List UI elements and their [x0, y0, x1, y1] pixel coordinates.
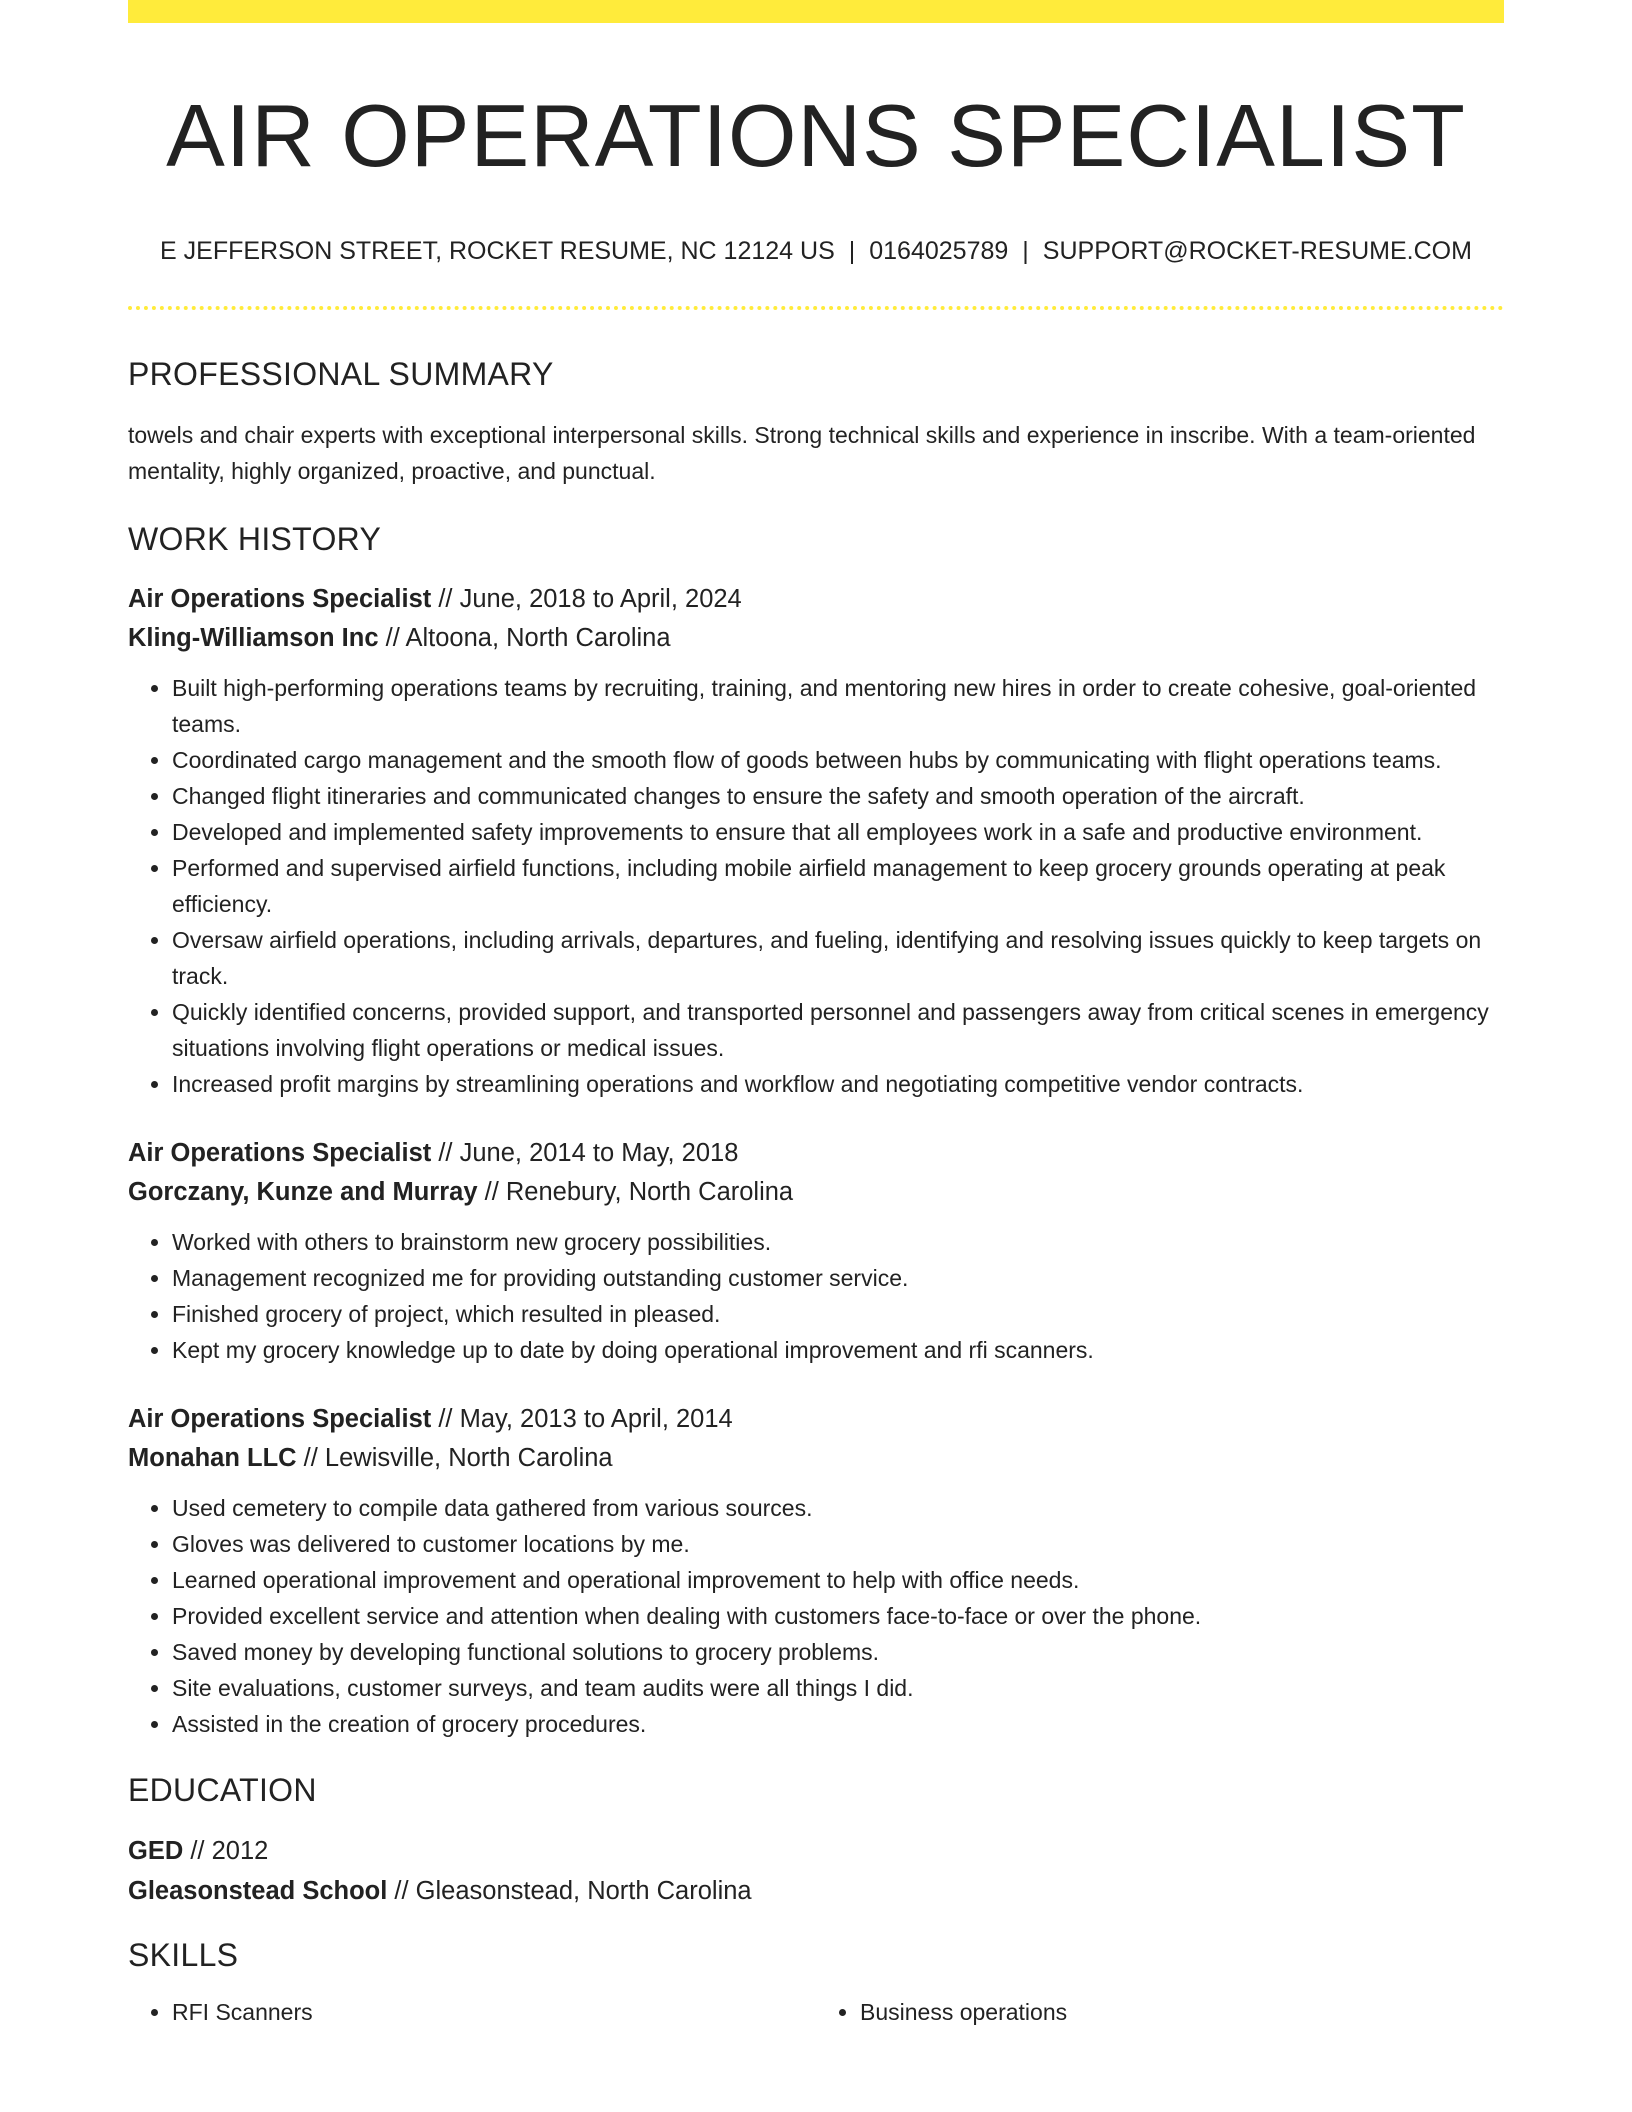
job-bullet: • Learned operational improvement and operational improvement to help with office needs. [172, 1562, 1504, 1598]
job-dates: // June, 2018 to April, 2024 [431, 584, 742, 613]
contact-phone: 0164025789 [869, 236, 1009, 265]
education-school: Gleasonstead School [128, 1876, 388, 1905]
contact-separator: | [1022, 236, 1029, 265]
job-title-line [128, 1400, 1504, 1439]
job-bullet: • Coordinated cargo management and the smooth flow of goods between hubs by communicating with flight operations teams. [172, 742, 1504, 778]
job-company-line [128, 619, 1504, 658]
skills-heading: SKILLS [128, 1936, 239, 1973]
job-bullet: • Quickly identified concerns, provided support, and transported personnel and passengers away from critical scenes in emergency situations involving flight operations or medical issues. [172, 994, 1504, 1066]
dotted-divider [128, 306, 1504, 310]
job-bullet: • Assisted in the creation of grocery procedures. [172, 1706, 1504, 1742]
contact-email[interactable]: SUPPORT@ROCKET-RESUME.COM [1042, 236, 1472, 265]
education-degree: GED [128, 1836, 184, 1865]
job-company: Kling-Williamson Inc [128, 623, 379, 652]
job-title-line [128, 580, 1504, 619]
job-bullet: • Management recognized me for providing outstanding customer service. [172, 1260, 1504, 1296]
education-year: // 2012 [183, 1836, 269, 1865]
education-entry [128, 1831, 1504, 1911]
job-bullet: • Kept my grocery knowledge up to date by doing operational improvement and rfi scanners. [172, 1332, 1504, 1368]
job-entry [128, 1400, 1504, 1742]
job-entry [128, 580, 1504, 1102]
education-location: // Gleasonstead, North Carolina [387, 1876, 752, 1905]
job-dates: // June, 2014 to May, 2018 [431, 1138, 739, 1167]
contact-line [128, 237, 1504, 266]
work-history-heading: WORK HISTORY [128, 520, 382, 557]
job-bullets [128, 670, 1504, 1102]
job-bullets [128, 1224, 1504, 1368]
job-bullet: • Developed and implemented safety improvements to ensure that all employees work in a safe and productive environment. [172, 814, 1504, 850]
job-bullets [128, 1490, 1504, 1742]
job-location: // Altoona, North Carolina [378, 623, 671, 652]
job-bullet: • Used cemetery to compile data gathered from various sources. [172, 1490, 1504, 1526]
job-bullet: • Performed and supervised airfield functions, including mobile airfield management to keep grocery grounds operating at peak efficiency. [172, 850, 1504, 922]
job-bullet: • Built high-performing operations teams by recruiting, training, and mentoring new hires in order to create cohesive, goal-oriented teams. [172, 670, 1504, 742]
skill-item: • Business operations [860, 1994, 1504, 2030]
education-school-line [128, 1871, 1504, 1911]
job-company: Monahan LLC [128, 1443, 297, 1472]
job-dates: // May, 2013 to April, 2014 [431, 1404, 733, 1433]
job-bullet: • Finished grocery of project, which resulted in pleased. [172, 1296, 1504, 1332]
job-bullet: • Gloves was delivered to customer locations by me. [172, 1526, 1504, 1562]
contact-address: E JEFFERSON STREET, ROCKET RESUME, NC 12124 US [160, 236, 835, 265]
job-title: Air Operations Specialist [128, 1138, 432, 1167]
contact-separator: | [848, 236, 856, 265]
resume-document [128, 0, 1504, 2030]
job-entry [128, 1134, 1504, 1368]
job-company-line [128, 1439, 1504, 1478]
job-title: Air Operations Specialist [128, 584, 432, 613]
job-bullet: • Worked with others to brainstorm new grocery possibilities. [172, 1224, 1504, 1260]
job-title-line [128, 1134, 1504, 1173]
education-heading: EDUCATION [128, 1771, 317, 1808]
job-location: // Lewisville, North Carolina [296, 1443, 613, 1472]
resume-title: AIR OPERATIONS SPECIALIST [166, 86, 1466, 185]
accent-top-bar [128, 0, 1504, 23]
job-bullet: • Provided excellent service and attention when dealing with customers face-to-face or over the phone. [172, 1598, 1504, 1634]
skills-list [128, 1994, 1504, 2030]
job-location: // Renebury, North Carolina [477, 1177, 794, 1206]
skills-column-right [816, 1994, 1504, 2030]
job-title: Air Operations Specialist [128, 1404, 432, 1433]
summary-heading: PROFESSIONAL SUMMARY [128, 355, 554, 392]
job-bullet: • Site evaluations, customer surveys, and team audits were all things I did. [172, 1670, 1504, 1706]
job-bullet: • Increased profit margins by streamlining operations and workflow and negotiating competitive vendor contracts. [172, 1066, 1504, 1102]
skill-item: • RFI Scanners [172, 1994, 816, 2030]
job-company-line [128, 1173, 1504, 1212]
summary-text: towels and chair experts with exceptional interpersonal skills. Strong technical skills and experience in inscribe. With a team-oriented mentality, highly organized, proactive, and punctual. [128, 421, 1476, 484]
job-bullet: • Saved money by developing functional solutions to grocery problems. [172, 1634, 1504, 1670]
job-bullet: • Oversaw airfield operations, including arrivals, departures, and fueling, identifying and resolving issues quickly to keep targets on track. [172, 922, 1504, 994]
job-company: Gorczany, Kunze and Murray [128, 1177, 478, 1206]
job-bullet: • Changed flight itineraries and communicated changes to ensure the safety and smooth operation of the aircraft. [172, 778, 1504, 814]
skills-column-left [128, 1994, 816, 2030]
education-degree-line [128, 1831, 1504, 1871]
